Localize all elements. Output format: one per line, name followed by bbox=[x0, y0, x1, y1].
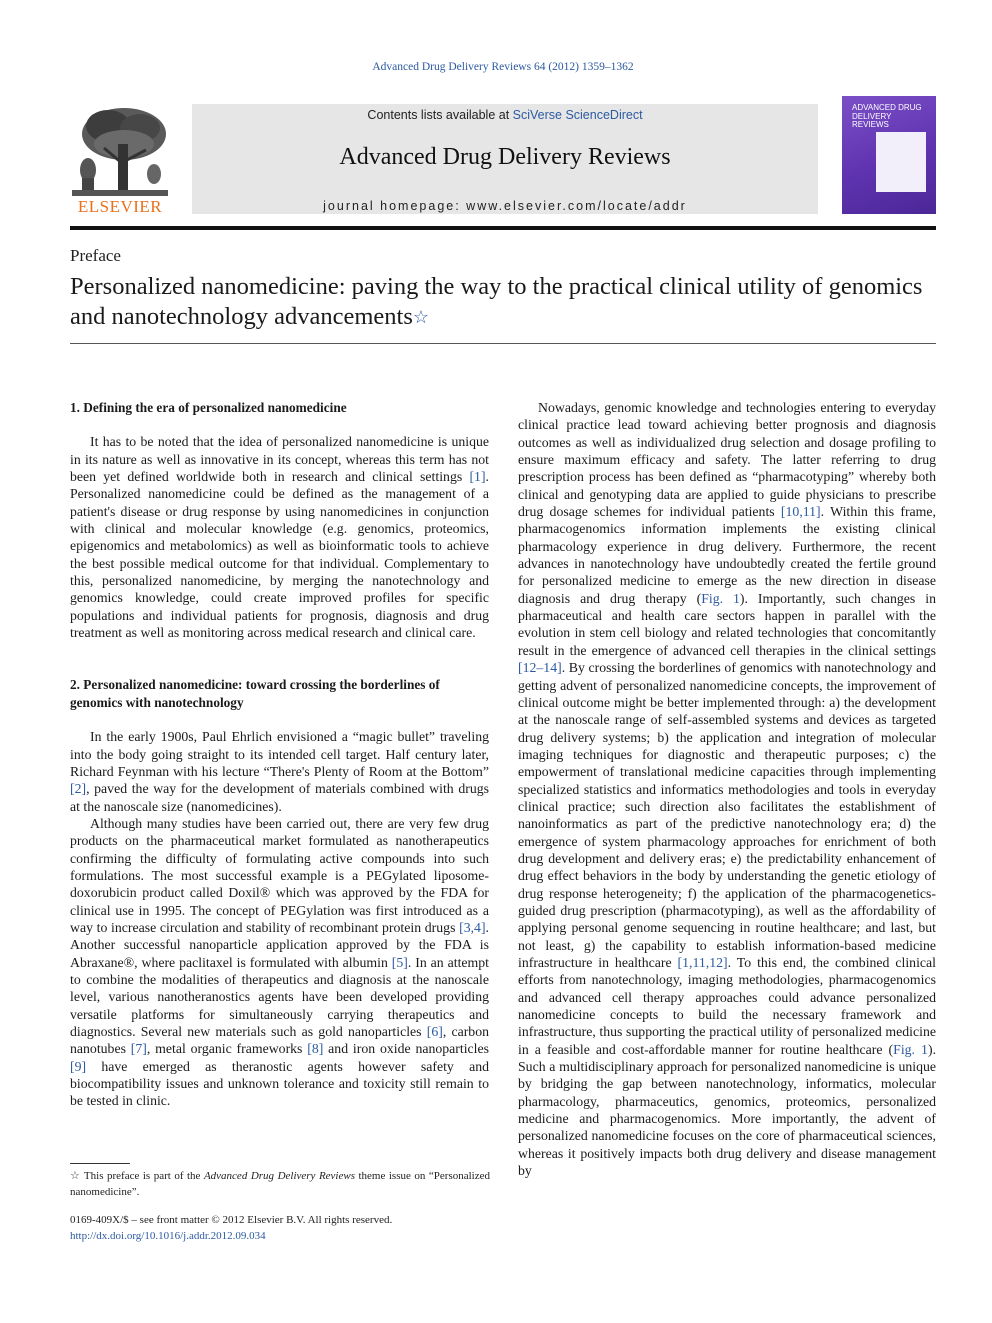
tree-of-knowledge-icon bbox=[68, 104, 172, 200]
ref-link[interactable]: [3,4] bbox=[459, 919, 486, 935]
contents-line: Contents lists available at SciVerse ScienceDirect bbox=[367, 108, 643, 122]
section-2-paragraph-1: In the early 1900s, Paul Ehrlich envisioned a “magic bullet” traveling into the body going straight to its intended cell target. Half century later, Richard Feynman with his lecture “There's Plenty of Room at the Bottom” [2], paved the way for the development of materials combined with drugs at the nanoscale size (nanomedicines). bbox=[70, 729, 489, 814]
ref-link[interactable]: [1] bbox=[469, 469, 486, 485]
section-2-paragraph-2: Although many studies have been carried out, there are very few drug products on the pharmaceutical market formulated as nanotherapeutics confirming the difficulty of formulating active compounds into such formulations. The most successful example is a PEGylated liposome-doxorubicin product called Doxil® which was approved by the FDA for clinical use in 1995. The concept of PEGylation was first introduced as a way to increase circulation and stability of recombinant protein drugs [3,4]. Another successful nanoparticle application approved by the FDA is Abraxane®, where paclitaxel is formulated with albumin [5]. In an attempt to combine the modalities of therapeutics and diagnosis at the nanoscale level, various nanotheranostics agents have been developed providing versatile platforms for simultaneously carrying therapeutics and diagnostics. Several new materials such as gold nanoparticles [6], carbon nanotubes [7], metal organic frameworks [8] and iron oxide nanoparticles [9] have emerged as theranostic agents however safety and biocompatibility issues and unknown tolerance and toxicity still remain to be tested in clinic. bbox=[70, 815, 489, 1109]
section-1-paragraph: It has to be noted that the idea of personalized nanomedicine is unique in its nature as well as innovative in its concept, whereas this term has not been yet defined worldwide both in research and clinical settings [1]. Personalized nanomedicine could be defined as the management of a patient's disease or drug response by using nanomedicines in conjunction with clinical and molecular knowledge (e.g. genomics, proteomics, epigenomics and metabolomics) as well as bioinformatic tools to achieve the best possible medical outcome for that individual. Complementary to this, personalized nanomedicine, by merging the nanotechnology and genomics knowledge, could create improved profiles for specific populations and individual patients for prognosis, diagnosis and drug treatment as well as monitoring across medical research and clinical care. bbox=[70, 434, 489, 641]
footnote: ☆ This preface is part of the Advanced Drug Delivery Reviews theme issue on “Personalized nanomedicine”. bbox=[70, 1170, 490, 1198]
right-paragraph: Nowadays, genomic knowledge and technologies entering to everyday clinical practice lead toward achieving better prognosis and diagnosis outcomes as well as individualized drug selection and dosage profiling to ensure maximum efficacy and safety. The latter referring to drug prescription process has been defined as “pharmacotyping” whereby both clinical and genotyping data are applied to guide physicians to prescribe drug dosage schemes for individual patients [10,11]. Within this frame, pharmacogenomics information implements the existing clinical pharmacology experience in drug delivery. Furthermore, the recent advances in nanotechnology have undoubtedly created the fertile ground for personalized medicine to emerge as the new direction in disease diagnosis and drug therapy (Fig. 1). Importantly, such changes in pharmaceutical and health care sectors happen in parallel with the evolution in stem cell biology and related technologies that concomitantly result in the emergence of advanced cell therapies in the clinical settings [12–14]. By crossing the borderlines of genomics with nanotechnology and getting advent of personalized nanomedicine concepts, the improvement of clinical outcome might be better implemented through: a) the development at the nanoscale range of self-assembled systems and devices as targeted drug delivery systems; b) the application and integration of molecular imaging techniques for diagnostic and therapeutic purposes; c) the empowerment of translational medicine capacities through implementing specialized statistics and informatics methodologies and tools in everyday clinical practice; such direction also facilitates the establishment of nanoinformatics as part of the predictive nanotechnology era; d) the emergence of system pharmacology approaches for enrichment of both drug development and delivery eras; e) the predictability enhancement of drug effect behaviors in the body by understanding the genetic etiology of drug response heterogeneity; f) the application of the pharmacogenetics-guided drug prescription (pharmacotyping), as well as the affordability of applying personal genome sequencing in routine healthcare; and last, but not least, g) the capability to establish information-based medicine infrastructure in healthcare [1,11,12]. To this end, the combined clinical efforts from nanotechnology, imaging methodologies, pharmacogenomics and advanced cell therapy approaches could advance personalized nanomedicine concepts to build the necessary framework and infrastructure, thus supporting the practical utility of personalized medicine in a feasible and cost-affordable manner for routine healthcare (Fig. 1). Such a multidisciplinary approach for personalized nanomedicine is unique by bridging the gap between nanotechnology, informatics, molecular pharmacology, pharmaceutics, genomics, proteomics, personalized medicine and pharmacogenomics. More importantly, the advent of personalized nanomedicine focuses on the core of pharmaceutical sciences, whereas it positively impacts both drug delivery and disease management by bbox=[518, 400, 937, 1179]
ref-link[interactable]: [9] bbox=[70, 1058, 87, 1074]
figure-link[interactable]: Fig. 1 bbox=[893, 1041, 928, 1057]
ref-link[interactable]: [2] bbox=[70, 781, 87, 797]
article-type: Preface bbox=[70, 246, 121, 265]
ref-link[interactable]: [10,11] bbox=[780, 504, 821, 520]
journal-cover-thumbnail bbox=[842, 96, 936, 214]
doi-link[interactable]: http://dx.doi.org/10.1016/j.addr.2012.09.034 bbox=[70, 1229, 266, 1242]
header-divider bbox=[70, 226, 936, 230]
journal-citation[interactable]: Advanced Drug Delivery Reviews 64 (2012) 1359–1362 bbox=[372, 61, 634, 73]
elsevier-wordmark: ELSEVIER bbox=[77, 197, 163, 216]
cover-title: ADVANCED DRUG DELIVERY REVIEWS bbox=[852, 103, 922, 129]
journal-name: Advanced Drug Delivery Reviews bbox=[339, 144, 671, 170]
footnote-divider bbox=[70, 1163, 130, 1164]
ref-link[interactable]: [8] bbox=[307, 1041, 324, 1057]
ref-link[interactable]: [7] bbox=[130, 1041, 147, 1057]
elsevier-logo bbox=[68, 104, 172, 216]
ref-link[interactable]: [12–14] bbox=[518, 660, 562, 676]
section-1-heading: 1. Defining the era of personalized nanomedicine bbox=[70, 400, 347, 415]
journal-banner bbox=[192, 104, 818, 214]
right-column bbox=[518, 399, 936, 1179]
sciencedirect-link[interactable]: SciVerse ScienceDirect bbox=[512, 108, 643, 122]
ref-link[interactable]: [1,11,12] bbox=[677, 955, 728, 970]
ref-link[interactable]: [6] bbox=[426, 1024, 443, 1039]
article-title: Personalized nanomedicine: paving the way to the practical clinical utility of genomics and nanotechnology advancements☆ bbox=[70, 273, 923, 330]
copyright-block bbox=[70, 1213, 490, 1244]
section-2-heading: 2. Personalized nanomedicine: toward crossing the borderlines of genomics with nanotechnology bbox=[70, 677, 440, 710]
issn-line: 0169-409X/$ – see front matter © 2012 Elsevier B.V. All rights reserved. bbox=[70, 1214, 393, 1226]
left-column bbox=[70, 399, 489, 1110]
figure-link[interactable]: Fig. 1 bbox=[701, 590, 740, 606]
title-footnote-marker[interactable]: ☆ bbox=[412, 307, 430, 327]
title-divider bbox=[70, 343, 936, 344]
ref-link[interactable]: [5] bbox=[391, 954, 408, 970]
journal-homepage[interactable]: journal homepage: www.elsevier.com/locate/addr bbox=[323, 199, 687, 213]
cover-image-area bbox=[876, 132, 926, 192]
footnote-marker: ☆ bbox=[70, 1170, 81, 1182]
